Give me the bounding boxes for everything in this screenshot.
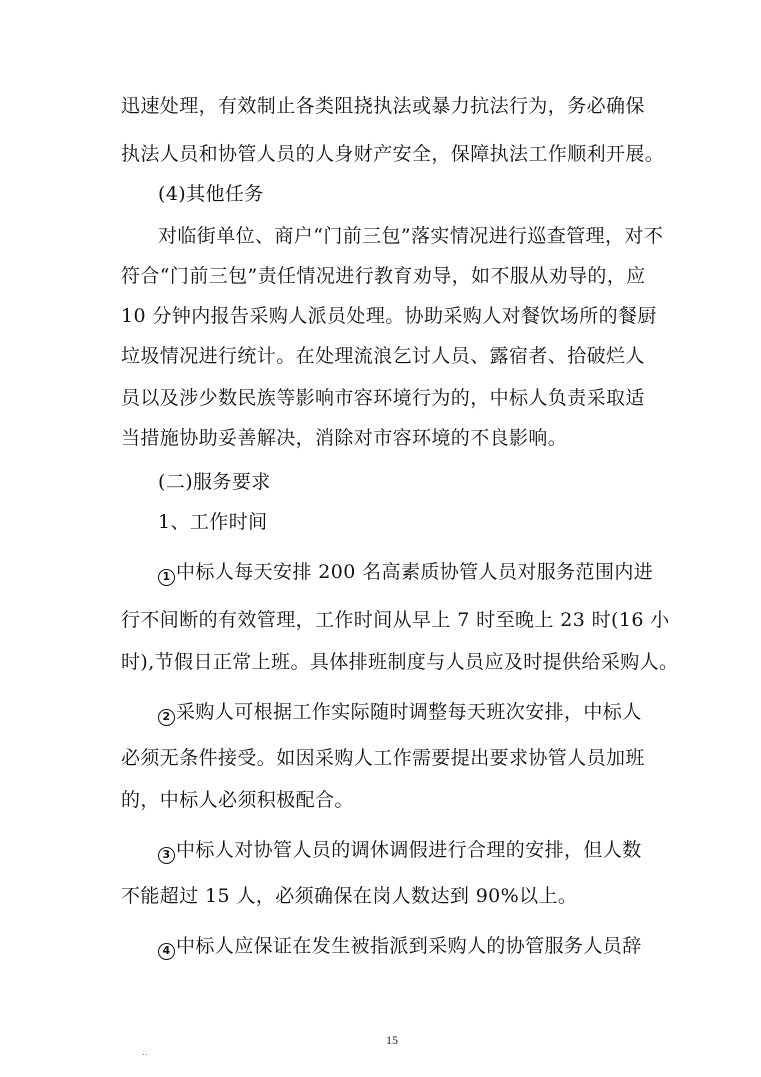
body-text-line: 的，中标人必须积极配合。 <box>121 789 354 811</box>
circled-number-2-icon: 2 <box>158 709 175 726</box>
section-heading: (二)服务要求 <box>158 471 271 493</box>
page-number: 15 <box>386 1033 398 1047</box>
body-text-line: 行不间断的有效管理，工作时间从早上 7 时至晚上 23 时(16 小 <box>121 609 670 631</box>
section-heading: (4)其他任务 <box>158 183 264 205</box>
body-text-line: 当措施协助妥善解决，消除对市容环境的不良影响。 <box>121 427 568 449</box>
body-text: 中标人应保证在发生被指派到采购人的协管服务人员辞 <box>176 935 642 957</box>
body-text-line: 对临街单位、商户“门前三包”落实情况进行巡查管理，对不 <box>158 225 664 247</box>
footer-marks: .. <box>142 1048 148 1058</box>
subsection-heading: 1、工作时间 <box>158 511 268 533</box>
body-text-line: 垃圾情况进行统计。在处理流浪乞讨人员、露宿者、拾破烂人 <box>121 345 645 367</box>
circled-number-1-icon: 1 <box>158 569 175 586</box>
numbered-item-first-line <box>158 560 653 586</box>
body-text-line: 迅速处理，有效制止各类阻挠执法或暴力抗法行为，务必确保 <box>121 95 645 117</box>
body-text-line: 10 分钟内报告采购人派员处理。协助采购人对餐饮场所的餐厨 <box>121 305 657 327</box>
circled-number-3-icon: 3 <box>158 847 175 864</box>
numbered-item-first-line <box>158 838 642 864</box>
numbered-item-first-line <box>158 700 642 726</box>
numbered-item-first-line <box>158 934 642 960</box>
body-text-line: 员以及涉少数民族等影响市容环境行为的，中标人负责采取适 <box>121 387 645 409</box>
body-text: 中标人每天安排 200 名高素质协管人员对服务范围内进 <box>176 561 654 583</box>
body-text-line: 符合“门前三包”责任情况进行教育劝导，如不服从劝导的，应 <box>121 265 646 287</box>
body-text-line: 必须无条件接受。如因采购人工作需要提出要求协管人员加班 <box>121 747 645 769</box>
body-text-line: 不能超过 15 人，必须确保在岗人数达到 90%以上。 <box>121 885 578 907</box>
body-text-line: 执法人员和协管人员的人身财产安全，保障执法工作顺利开展。 <box>121 143 665 165</box>
body-text-line: 时),节假日正常上班。具体排班制度与人员应及时提供给采购人。 <box>121 651 679 673</box>
body-text: 中标人对协管人员的调休调假进行合理的安排，但人数 <box>176 839 642 861</box>
circled-number-4-icon: 4 <box>158 943 175 960</box>
body-text: 采购人可根据工作实际随时调整每天班次安排，中标人 <box>176 701 642 723</box>
